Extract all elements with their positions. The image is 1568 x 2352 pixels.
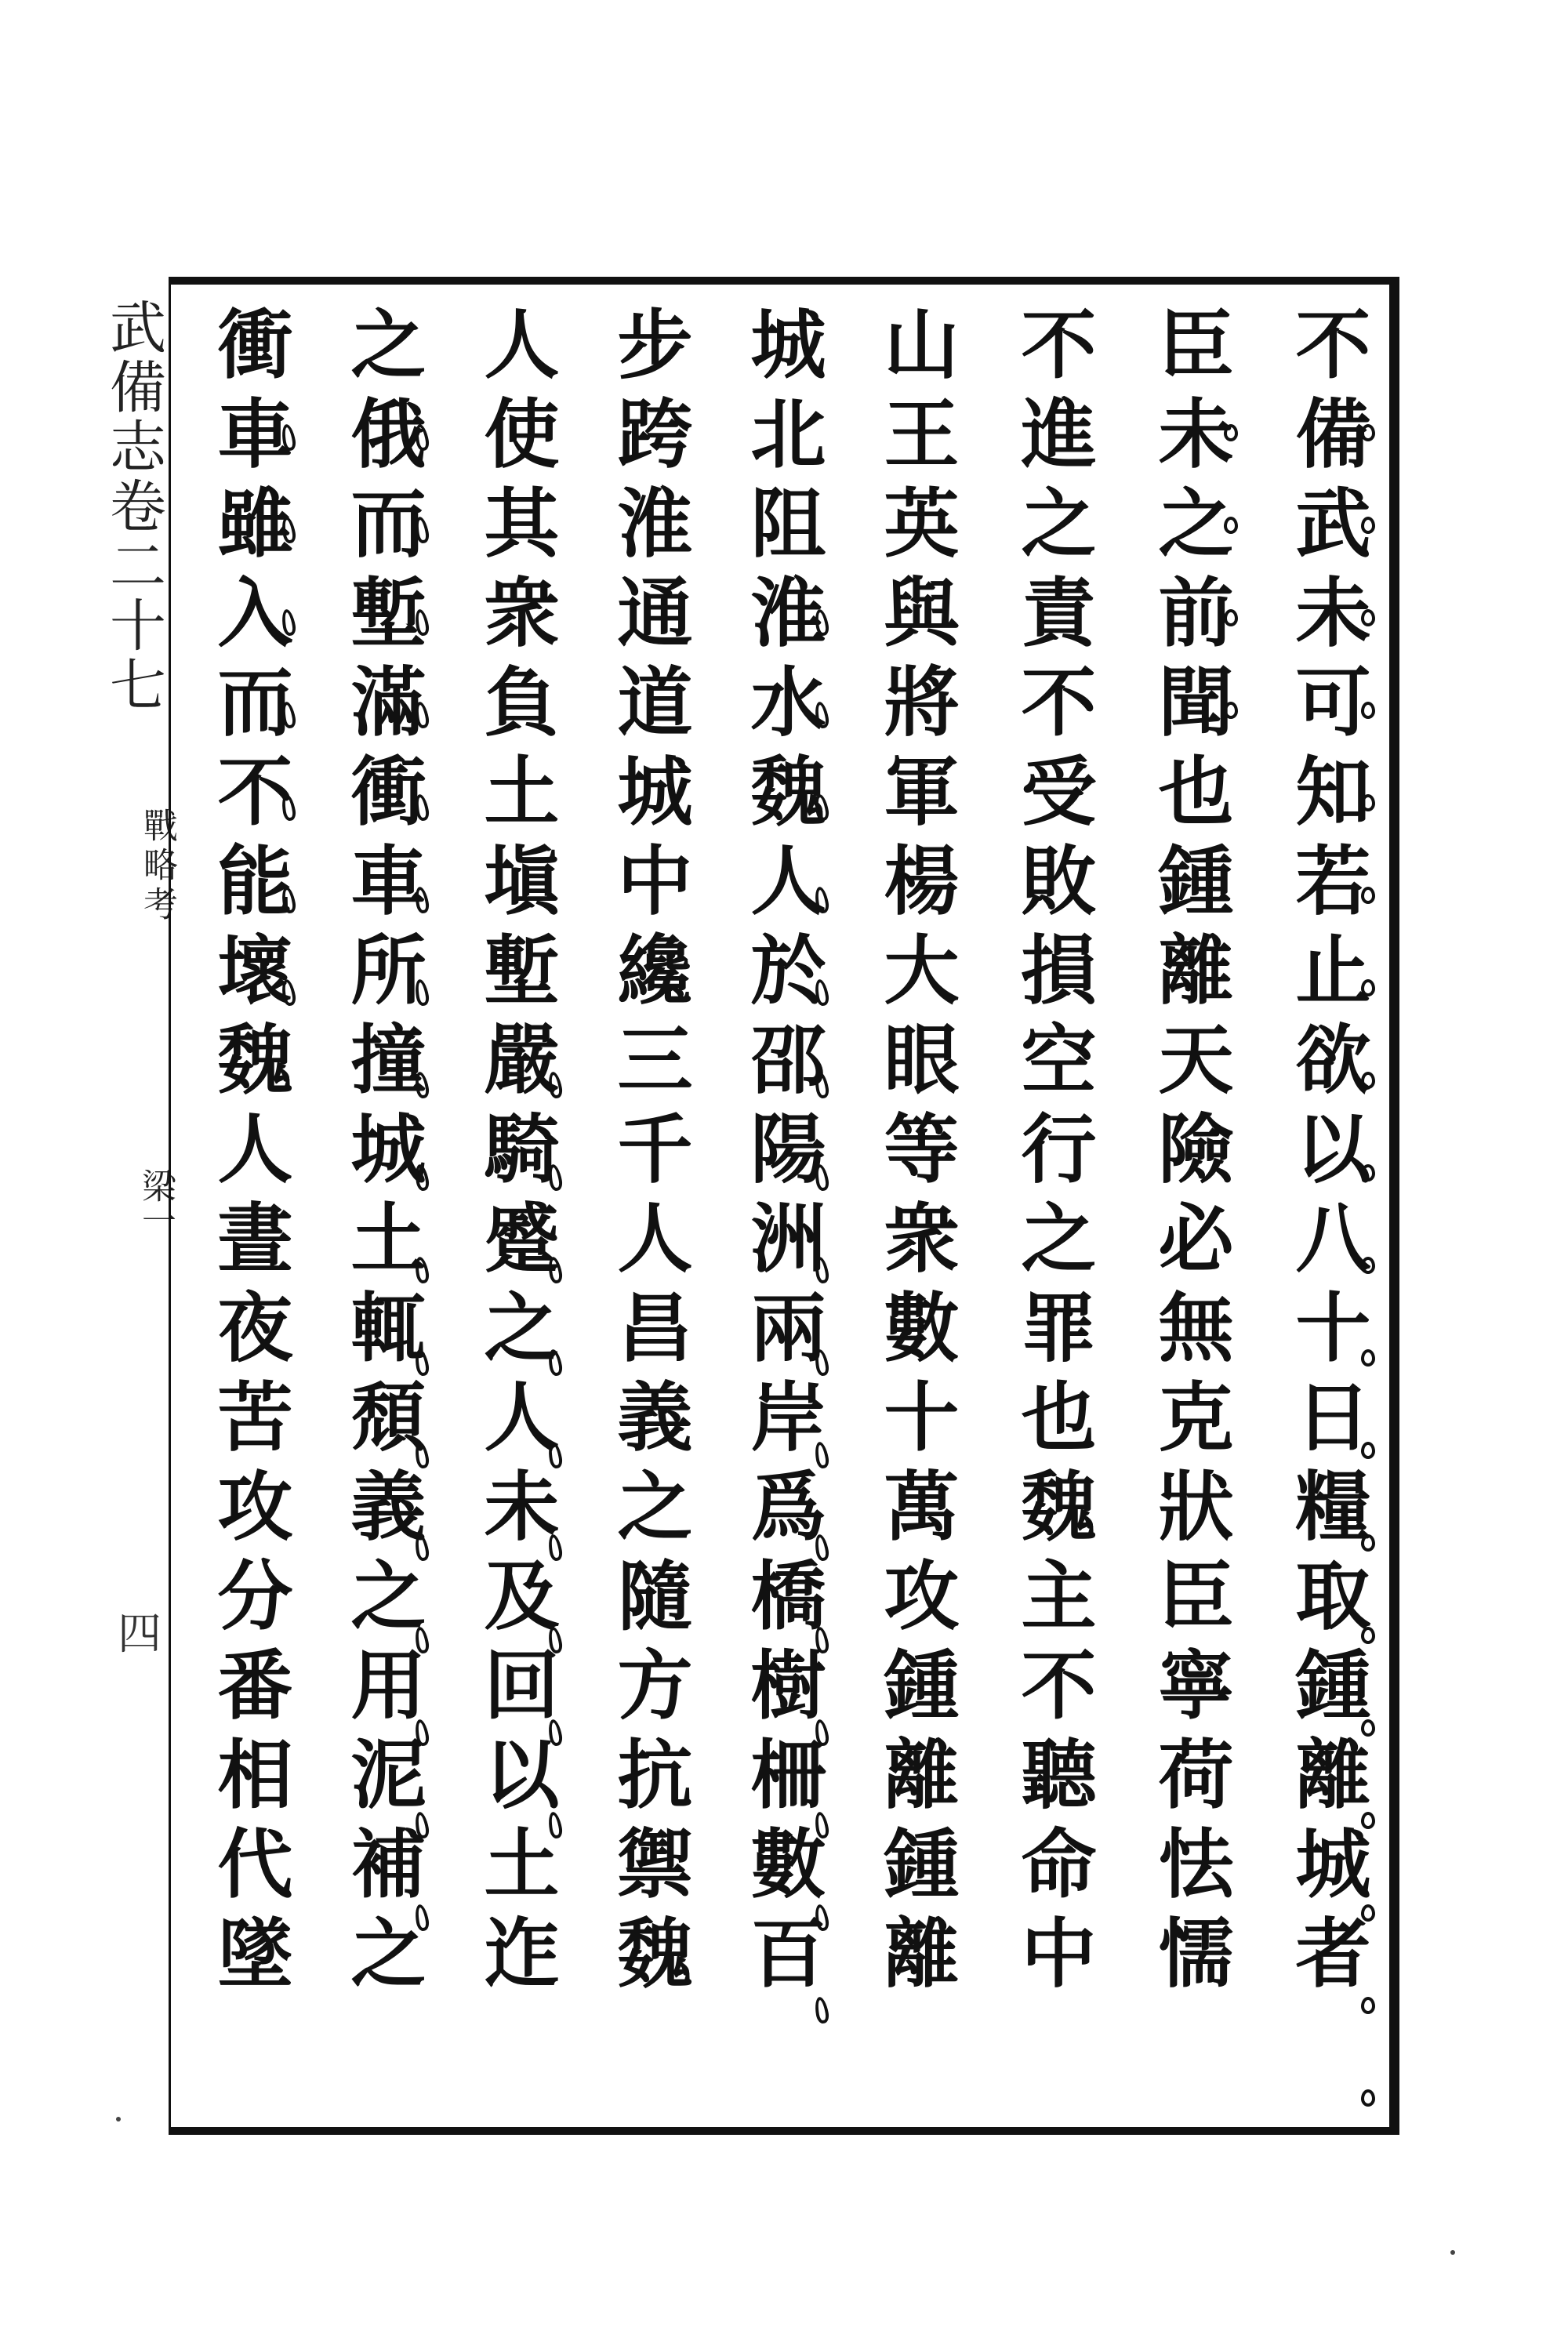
- column-text: 不備武未可知若止欲以八十日糧取鍾離城者: [1283, 305, 1372, 2003]
- emphasis-drop-mark: [280, 886, 297, 914]
- emphasis-drop-mark: [813, 701, 830, 729]
- punctuation-marks: [947, 300, 971, 2119]
- book-title: 武備志卷二十七: [100, 298, 166, 715]
- emphasis-circle-mark: [1224, 517, 1238, 534]
- text-column-8: [320, 300, 437, 2119]
- emphasis-circle-mark: [1361, 1719, 1375, 1737]
- emphasis-circle-mark: [1361, 609, 1375, 626]
- emphasis-drop-mark: [546, 1811, 564, 1839]
- text-column-5: [720, 300, 837, 2119]
- emphasis-drop-mark: [813, 1626, 830, 1654]
- text-frame: [169, 277, 1399, 2135]
- emphasis-circle-mark: [1361, 1349, 1375, 1367]
- emphasis-drop-mark: [813, 1256, 830, 1284]
- emphasis-drop-mark: [413, 793, 430, 822]
- emphasis-drop-mark: [813, 1348, 830, 1377]
- emphasis-circle-mark: [1361, 2089, 1375, 2107]
- emphasis-drop-mark: [413, 423, 430, 452]
- emphasis-circle-mark: [1361, 424, 1375, 441]
- emphasis-circle-mark: [1361, 517, 1375, 534]
- emphasis-circle-mark: [1224, 609, 1238, 626]
- emphasis-circle-mark: [1224, 424, 1238, 441]
- section-title: 戰略考: [137, 808, 177, 925]
- emphasis-circle-mark: [1361, 1534, 1375, 1552]
- emphasis-drop-mark: [413, 1071, 430, 1099]
- emphasis-drop-mark: [413, 1163, 430, 1192]
- emphasis-drop-mark: [413, 886, 430, 914]
- column-text: 人使其衆負土塡塹嚴騎蹙之人未及回以土迮: [472, 305, 561, 2003]
- text-column-2: [1127, 300, 1245, 2119]
- emphasis-circle-mark: [1361, 1164, 1375, 1181]
- emphasis-drop-mark: [413, 1441, 430, 1469]
- emphasis-drop-mark: [813, 1811, 830, 1839]
- punctuation-marks: [1359, 300, 1382, 2119]
- paper-speck: [116, 2117, 121, 2122]
- emphasis-drop-mark: [813, 608, 830, 637]
- emphasis-drop-mark: [813, 1719, 830, 1747]
- emphasis-drop-mark: [546, 1719, 564, 1747]
- punctuation-marks: [281, 300, 304, 2119]
- emphasis-circle-mark: [1361, 794, 1375, 811]
- emphasis-drop-mark: [546, 1441, 564, 1469]
- text-column-4: [853, 300, 971, 2119]
- emphasis-drop-mark: [280, 423, 297, 452]
- emphasis-drop-mark: [413, 701, 430, 729]
- emphasis-drop-mark: [280, 978, 297, 1007]
- punctuation-marks: [1084, 300, 1108, 2119]
- punctuation-marks: [814, 300, 837, 2119]
- emphasis-drop-mark: [813, 793, 830, 822]
- paper-speck: [1450, 2250, 1455, 2255]
- text-column-9: [187, 300, 304, 2119]
- emphasis-drop-mark: [413, 516, 430, 544]
- emphasis-circle-mark: [1361, 1257, 1375, 1274]
- emphasis-drop-mark: [813, 1441, 830, 1469]
- emphasis-drop-mark: [413, 1904, 430, 1932]
- punctuation-marks: [547, 300, 571, 2119]
- column-text: 之俄而塹滿衝車所撞城土輒頹義之用泥補之: [339, 305, 427, 2003]
- emphasis-circle-mark: [1224, 702, 1238, 719]
- emphasis-drop-mark: [813, 1904, 830, 1932]
- emphasis-drop-mark: [413, 1534, 430, 1562]
- emphasis-drop-mark: [813, 1163, 830, 1192]
- emphasis-drop-mark: [280, 701, 297, 729]
- emphasis-drop-mark: [413, 1626, 430, 1654]
- emphasis-drop-mark: [813, 1534, 830, 1562]
- column-text: 城北阻淮水魏人於邵陽洲兩岸爲橋樹柵數百: [739, 305, 827, 2003]
- emphasis-drop-mark: [546, 1071, 564, 1099]
- emphasis-drop-mark: [546, 1256, 564, 1284]
- emphasis-drop-mark: [813, 978, 830, 1007]
- emphasis-drop-mark: [280, 608, 297, 637]
- punctuation-marks: [681, 300, 704, 2119]
- column-text: 不進之責不受敗損空行之罪也魏主不聽命中: [1009, 305, 1098, 2003]
- text-column-1: [1265, 300, 1382, 2119]
- column-text: 臣未之前聞也鍾離天險必無克狀臣寧荷怯懦: [1146, 305, 1235, 2003]
- emphasis-drop-mark: [813, 1071, 830, 1099]
- emphasis-circle-mark: [1361, 887, 1375, 904]
- emphasis-drop-mark: [413, 1811, 430, 1839]
- text-column-6: [586, 300, 704, 2119]
- emphasis-drop-mark: [413, 978, 430, 1007]
- emphasis-circle-mark: [1361, 979, 1375, 996]
- column-text: 步跨淮通道城中纔三千人昌義之隨方抗禦魏: [605, 305, 694, 2003]
- emphasis-circle-mark: [1361, 1442, 1375, 1459]
- emphasis-drop-mark: [413, 608, 430, 637]
- emphasis-drop-mark: [413, 1719, 430, 1747]
- emphasis-drop-mark: [413, 1348, 430, 1377]
- page-number: 四: [118, 1609, 162, 1660]
- emphasis-drop-mark: [546, 1534, 564, 1562]
- emphasis-drop-mark: [280, 793, 297, 822]
- emphasis-circle-mark: [1361, 702, 1375, 719]
- emphasis-drop-mark: [546, 1626, 564, 1654]
- emphasis-circle-mark: [1361, 1812, 1375, 1829]
- page-margin-column: [78, 267, 177, 2148]
- emphasis-drop-mark: [813, 1996, 830, 2024]
- punctuation-marks: [1221, 300, 1245, 2119]
- emphasis-drop-mark: [280, 516, 297, 544]
- chapter-label: 梁一: [136, 1168, 176, 1237]
- emphasis-drop-mark: [546, 1348, 564, 1377]
- emphasis-circle-mark: [1361, 1627, 1375, 1644]
- emphasis-drop-mark: [413, 1256, 430, 1284]
- column-text: 衝車雖入而不能壞魏人晝夜苦攻分番相代墜: [205, 305, 294, 2003]
- emphasis-circle-mark: [1361, 1072, 1375, 1089]
- column-text: 山王英與將軍楊大眼等衆數十萬攻鍾離鍾離: [872, 305, 960, 2003]
- emphasis-circle-mark: [1361, 1904, 1375, 1922]
- emphasis-drop-mark: [813, 886, 830, 914]
- punctuation-marks: [414, 300, 437, 2119]
- text-column-7: [453, 300, 571, 2119]
- emphasis-drop-mark: [546, 1163, 564, 1192]
- emphasis-circle-mark: [1361, 1997, 1375, 2014]
- text-column-3: [990, 300, 1108, 2119]
